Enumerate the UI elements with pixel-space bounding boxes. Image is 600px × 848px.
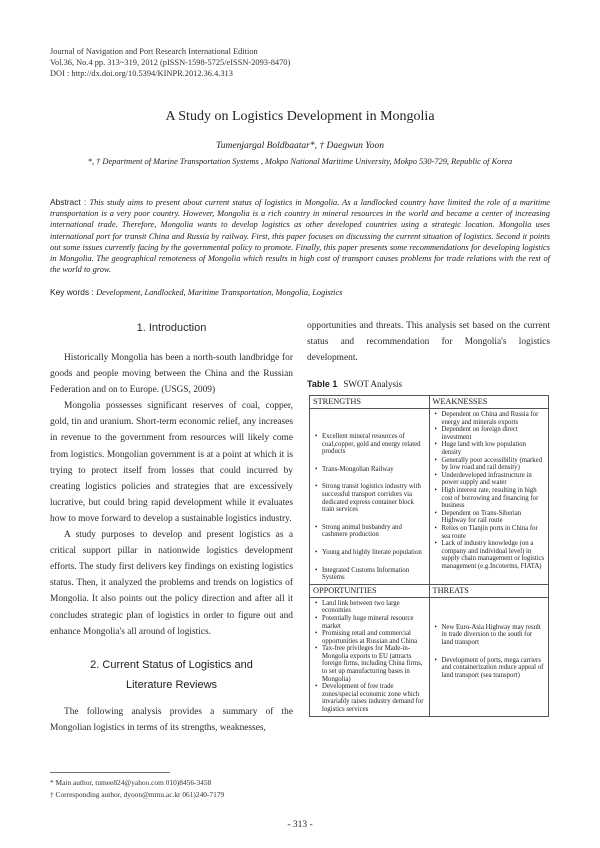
weakness-item: • Underdeveloped infrastructure in power supply and water xyxy=(442,472,546,487)
strength-item: • Strong animal husbandry and cashmere production xyxy=(322,524,426,539)
opportunities-cell xyxy=(310,597,430,716)
footnote-main-author: * Main author, tumee824@yahoo.com 010)8456-3458 xyxy=(50,778,212,787)
abstract xyxy=(50,197,550,275)
swot-intro-paragraph: opportunities and threats. This analysis set based on the current status and recommendation for Mongolia's logistics development. xyxy=(307,321,550,364)
abstract-text: This study aims to present about current status of logistics in Mongolia. As a landlocked country have limited the role of a maritime transportation is a very poor country. However, Mongolia is a rich country in mineral resources in the world and became a center of increasing international trade. Therefore, Mongolia wants to develop logistics as other developed countries using a strategic location. Mongolia uses international port for transit China and Russia by railway. First, this paper focuses on discussing the current situation of logistics. Second it points out some issues currently facing by the governmental policy to promote. Finally, this paper presents some recommendations for developing logistics in Mongolia. The geographical remoteness of Mongolia which results in high cost of transport causes problems for trade relations with the rest of the world to grow. xyxy=(50,198,551,275)
threat-item: • Development of ports, mega carriers and containerization reduce appeal of land transport (sea transport) xyxy=(442,657,546,680)
threats-header: THREATS xyxy=(429,584,549,597)
right-column-text xyxy=(307,318,550,366)
weaknesses-cell xyxy=(429,409,549,585)
weakness-item: • Dependent on foreign direct investment xyxy=(442,426,546,441)
section-2-paragraph-1: The following analysis provides a summary of the Mongolian logistics in terms of its strengths, weaknesses, xyxy=(50,707,293,734)
affiliation: *, † Department of Marine Transportation Systems , Mokpo National Maritime University, Mokpo 530-729, Republic of Korea xyxy=(87,157,513,166)
opportunity-item: • Development of free trade zones/special economic zone which invariably raises industry demand for logistics services xyxy=(322,683,426,713)
section-1-paragraph-1: Historically Mongolia has been a north-south landbridge for goods and people moving between the China and the Russian Federation and on to Europe. (USGS, 2009) xyxy=(50,353,293,396)
footnote-divider xyxy=(50,772,170,773)
opportunities-header: OPPORTUNITIES xyxy=(310,584,430,597)
strengths-header: STRENGTHS xyxy=(310,396,430,409)
weakness-item: • Huge land with low population density xyxy=(442,441,546,456)
threats-cell xyxy=(429,597,549,716)
journal-name: Journal of Navigation and Port Research International Edition xyxy=(50,47,258,56)
footnote-corresponding-author: † Corresponding author, dyoon@mmu.ac.kr 061)240-7179 xyxy=(50,790,225,799)
table-caption xyxy=(307,379,402,389)
opportunity-item: • Potentially huge mineral resource market xyxy=(322,615,426,630)
swot-table xyxy=(309,395,549,717)
strength-item: • Integrated Customs Information Systems xyxy=(322,567,426,582)
keywords xyxy=(50,287,550,297)
strength-item: • Young and highly literate population xyxy=(322,549,426,557)
journal-volume: Vol.36, No.4 pp. 313~319, 2012 (pISSN-1598-5725/eISSN-2093-8470) xyxy=(50,58,291,67)
section-1-heading: 1. Introduction xyxy=(136,322,207,334)
weakness-item: • Dependent on Trans-Siberian Highway for rail route xyxy=(442,510,546,525)
section-2-paragraph xyxy=(50,704,293,736)
page-number: - 313 - xyxy=(287,820,313,830)
weakness-item: • Dependent on China and Russia for energy and minerals exports xyxy=(442,411,546,426)
weakness-item: • High interest rate, resulting in high cost of borrowing and financing for business xyxy=(442,487,546,510)
strengths-cell xyxy=(310,409,430,585)
keywords-label: Key words : xyxy=(50,287,97,297)
abstract-label: Abstract : xyxy=(50,197,90,207)
section-1-paragraph-2: Mongolia possesses significant reserves of coal, copper, gold, tin and uranium. Short-term economic relief, any increases in revenue to the government from resources will likely come from logistics. Mongolian government is at a point at which it is trying to protect itself from losses that could incurred by creating logistics policies and strategies that are excessively lucrative, but could bring rapid development while it evaluates how to move forward to develop a sustainable logistics industry. xyxy=(50,401,293,524)
strength-item: • Excellent mineral resources of coal,copper, gold and energy related products xyxy=(322,433,426,456)
left-column xyxy=(50,318,293,640)
weakness-item: • Generally poor accessibility (marked by low road and rail density) xyxy=(442,457,546,472)
journal-header xyxy=(50,46,290,79)
opportunity-item: • Tax-free privileges for Made-in-Mongolia exports to EU (attracts foreign firms, including China firms, to set up manufacturing bases in Mongolia) xyxy=(322,645,426,683)
journal-doi: DOI : http://dx.doi.org/10.5394/KINPR.2012.36.4.313 xyxy=(50,69,233,78)
table-number: Table 1 xyxy=(307,379,338,389)
opportunity-item: • Promising retail and commercial opportunities at Russian and China xyxy=(322,630,426,645)
threat-item: • New Euro-Asia Highway may result in trade diversion to the south for land transport xyxy=(442,624,546,647)
keywords-text: Development, Landlocked, Maritime Transportation, Mongolia, Logistics xyxy=(96,288,343,297)
weaknesses-header: WEAKNESSES xyxy=(429,396,549,409)
section-1-paragraph-3: A study purposes to develop and present logistics as a critical support pillar in nationwide logistics development efforts. The study first delivers key findings on existing logistics status. Then, it analyzed the problems and trends on logistics of Mongolia. It also points out the policy direction and after all it concludes strategic plan of logistics in order to figure out and enhance Mongolia's all around of logistics. xyxy=(50,530,293,637)
authors: Tumenjargal Boldbaatar*, † Daegwun Yoon xyxy=(216,141,384,151)
section-2-heading xyxy=(50,655,293,695)
weakness-item: • Lack of industry knowledge (on a company and individual level) in supply chain management or logistics management (e.g.Incoterms, FIATA) xyxy=(442,540,546,570)
section-2-heading-line-2: Literature Reviews xyxy=(125,679,218,691)
weakness-item: • Relies on Tianjin ports in China for sea route xyxy=(442,525,546,540)
table-title: SWOT Analysis xyxy=(343,379,402,389)
paper-title: A Study on Logistics Development in Mongolia xyxy=(165,109,435,124)
strength-item: • Strong transit logistics industry with successful transport corridors via dedicated express container block train services xyxy=(322,483,426,513)
section-2-heading-line-1: 2. Current Status of Logistics and xyxy=(90,659,253,671)
strength-item: • Trans-Mongolian Railway xyxy=(322,466,426,474)
opportunity-item: • Land link between two large economies xyxy=(322,600,426,615)
